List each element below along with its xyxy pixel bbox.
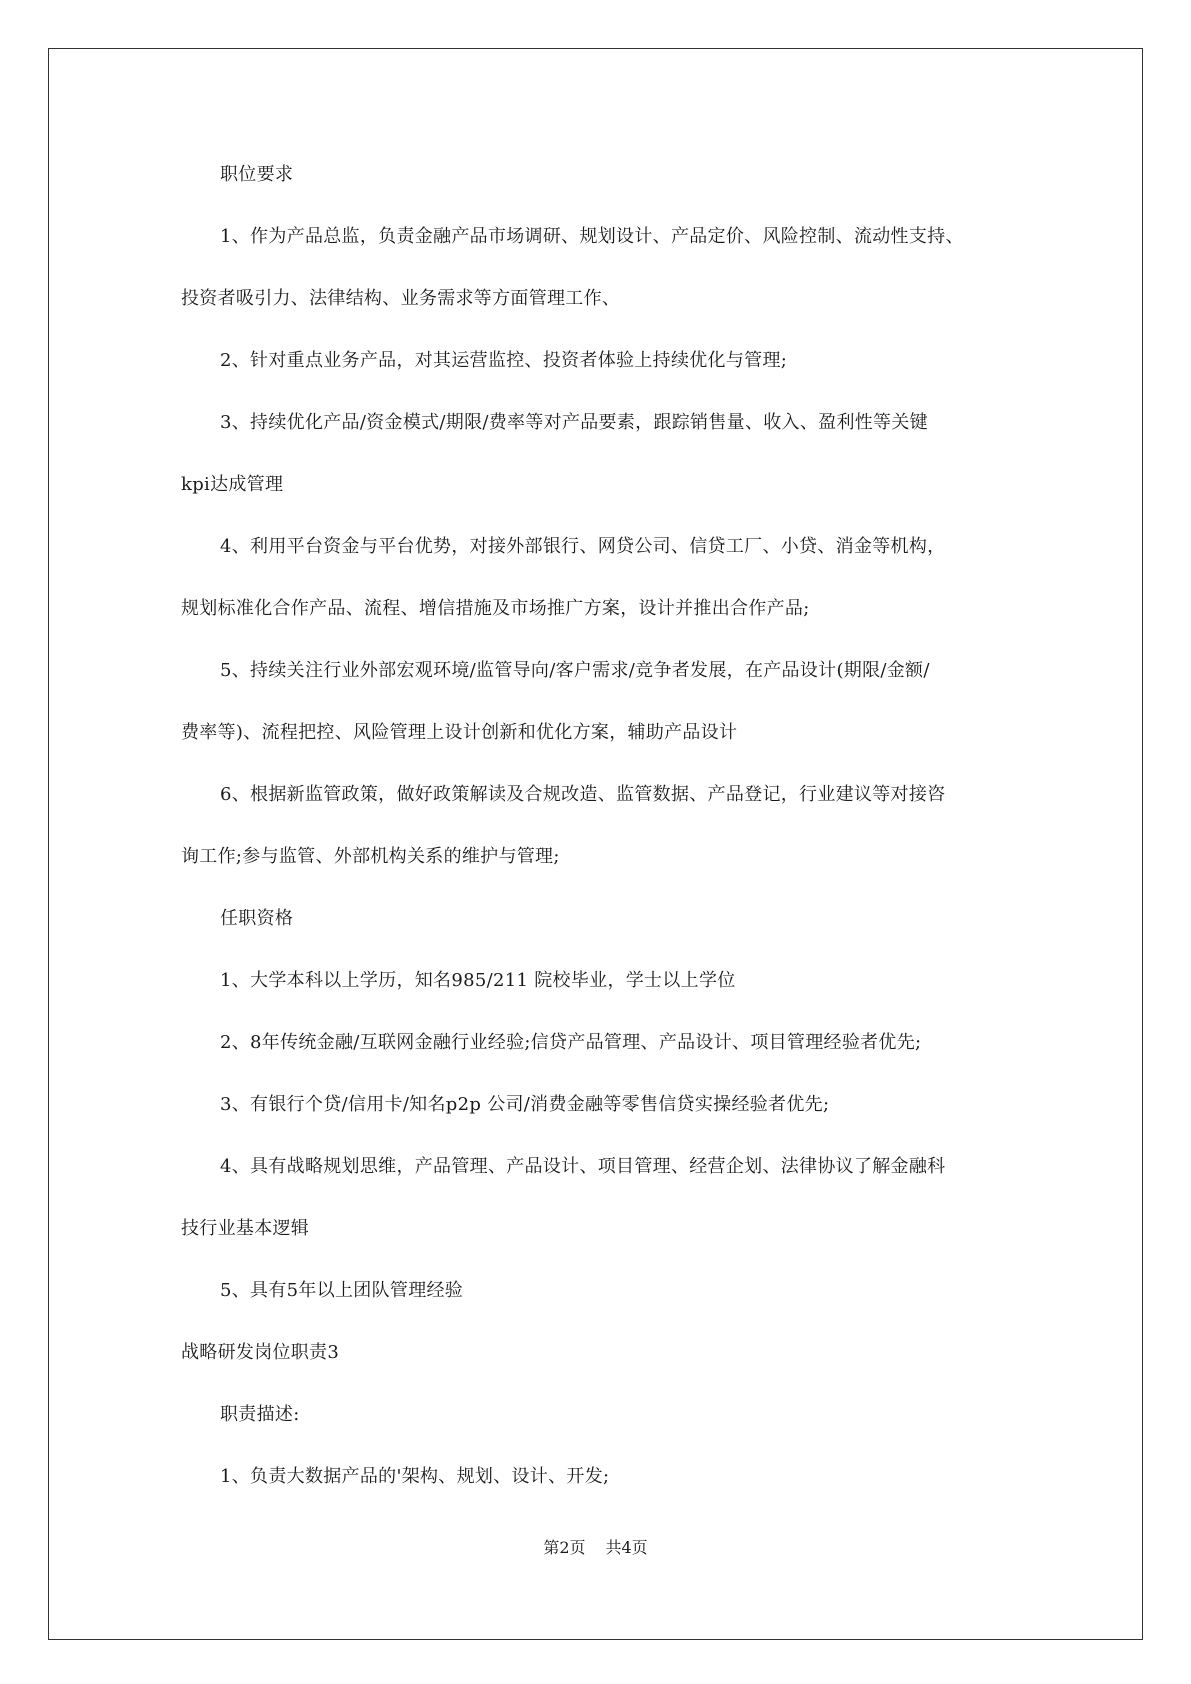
paragraph-line: 规划标准化合作产品、流程、增信措施及市场推广方案，设计并推出合作产品;: [181, 598, 810, 619]
page-total: 共4页: [605, 1538, 648, 1557]
paragraph-line: 1、大学本科以上学历，知名985/211 院校毕业，学士以上学位: [220, 970, 736, 991]
paragraph-line: 3、持续优化产品/资金模式/期限/费率等对产品要素，跟踪销售量、收入、盈利性等关键: [220, 412, 928, 433]
paragraph-line: 5、具有5年以上团队管理经验: [220, 1280, 464, 1301]
paragraph-line: 6、根据新监管政策，做好政策解读及合规改造、监管数据、产品登记，行业建议等对接咨: [220, 784, 946, 805]
paragraph-line: 2、8年传统金融/互联网金融行业经验;信贷产品管理、产品设计、项目管理经验者优先;: [220, 1032, 922, 1053]
paragraph-line: kpi达成管理: [181, 474, 284, 495]
section-heading-qualifications: 任职资格: [220, 908, 294, 929]
paragraph-line: 4、利用平台资金与平台优势，对接外部银行、网贷公司、信贷工厂、小贷、消金等机构，: [220, 536, 946, 557]
page-footer: [0, 1538, 1191, 1558]
page-number: 第2页: [543, 1538, 586, 1557]
paragraph-line: 4、具有战略规划思维，产品管理、产品设计、项目管理、经营企划、法律协议了解金融科: [220, 1156, 946, 1177]
paragraph-line: 5、持续关注行业外部宏观环境/监管导向/客户需求/竞争者发展，在产品设计(期限/金额/: [220, 660, 930, 681]
paragraph-line: 投资者吸引力、法律结构、业务需求等方面管理工作、: [181, 288, 621, 309]
section-heading-requirements: 职位要求: [220, 164, 294, 185]
paragraph-line: 2、针对重点业务产品，对其运营监控、投资者体验上持续优化与管理;: [220, 350, 788, 371]
section-heading-duties: 职责描述:: [220, 1404, 300, 1425]
paragraph-line: 费率等)、流程把控、风险管理上设计创新和优化方案，辅助产品设计: [181, 722, 738, 743]
paragraph-line: 1、负责大数据产品的'架构、规划、设计、开发;: [220, 1466, 610, 1487]
section-title: 战略研发岗位职责3: [181, 1342, 340, 1363]
paragraph-line: 3、有银行个贷/信用卡/知名p2p 公司/消费金融等零售信贷实操经验者优先;: [220, 1094, 830, 1115]
paragraph-line: 1、作为产品总监，负责金融产品市场调研、规划设计、产品定价、风险控制、流动性支持、: [220, 226, 964, 247]
paragraph-line: 询工作;参与监管、外部机构关系的维护与管理;: [181, 846, 560, 867]
paragraph-line: 技行业基本逻辑: [181, 1218, 310, 1239]
